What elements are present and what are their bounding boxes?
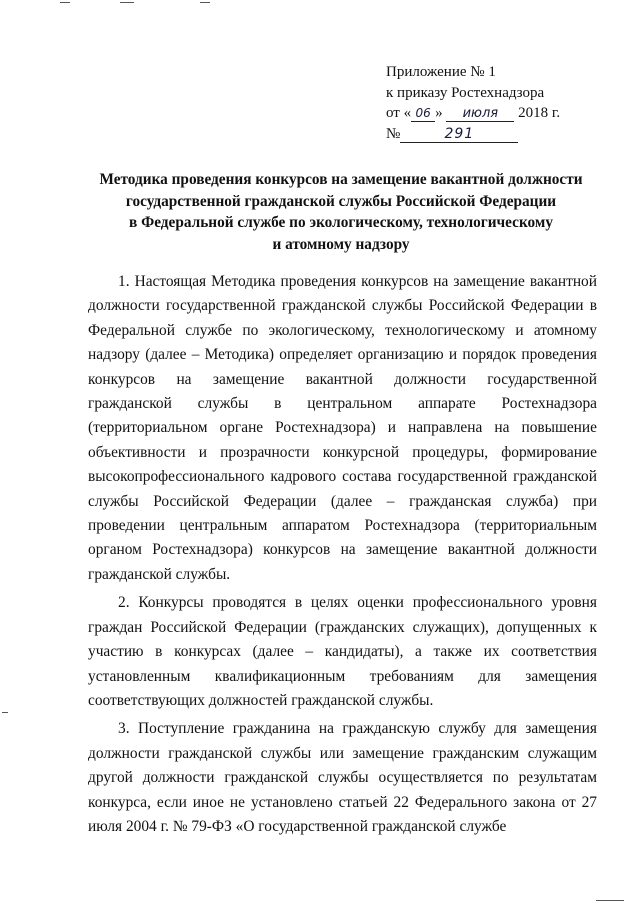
paragraph-3: 3. Поступление гражданина на гражданскую службу для замещения должности гражданской службы или замещение гражданским служащим другой должности гражданской службы осуществляется по результатам конкурса, если иное не установлено статьей 22 Федерального закона от 27 июля 2004 г. № 79-ФЗ «О государственной гражданской службе [88,720,597,835]
document-title [60,169,622,255]
date-prefix: от « [386,105,412,121]
appendix-date-line [386,103,626,124]
document-body [88,270,597,843]
date-day-handwritten: 06 [411,106,435,122]
scan-artifact [200,2,210,3]
scan-artifact [2,712,8,713]
scan-artifact [596,900,624,901]
appendix-number-line [386,124,626,145]
appendix-block [386,62,626,144]
scan-artifact [120,2,134,3]
title-line-2: государственной гражданской службы Российской Федерации [125,192,557,210]
appendix-label: Приложение № 1 [386,64,496,80]
scan-artifact [60,2,70,3]
number-handwritten: 291 [400,127,518,143]
date-mid: » [435,105,443,121]
appendix-order-ref: к приказу Ростехнадзора [386,84,545,101]
title-line-1: Методика проведения конкурсов на замещение вакантной должности [99,171,583,188]
paragraph-2: 2. Конкурсы проводятся в целях оценки профессионального уровня граждан Российской Федерации (гражданских служащих), допущенных к участию в конкурсах (далее – кандидаты), а также их соответствия установленным квалификационным требованиям для замещения соответствующих должностей гражданской службы. [88,594,597,709]
number-prefix: № [386,125,401,142]
paragraph-1: 1. Настоящая Методика проведения конкурсов на замещение вакантной должности государственной гражданской службы Российской Федерации в Федеральной службе по экологическому, технологическому и атомному надзору (далее – Методика) определяет организацию и порядок проведения конкурсов на замещение вакантной должности государственной гражданской службы в центральном аппарате Ростехнадзора (территориальном органе Ростехнадзора) и направлена на повышение объективности и прозрачности конкурсной процедуры, формирование высокопрофессионального кадрового состава государственной гражданской службы Российской Федерации (далее – гражданская служба) при проведении центральным аппаратом Ростехнадзора (территориальным органом Ростехнадзора) конкурсов на замещение вакантной должности гражданской службы. [88,273,597,583]
title-line-3: в Федеральной службе по экологическому, технологическому [129,214,553,231]
title-line-4: и атомному надзору [272,235,410,253]
date-month-handwritten: июля [446,106,514,122]
date-suffix: 2018 г. [518,105,561,121]
